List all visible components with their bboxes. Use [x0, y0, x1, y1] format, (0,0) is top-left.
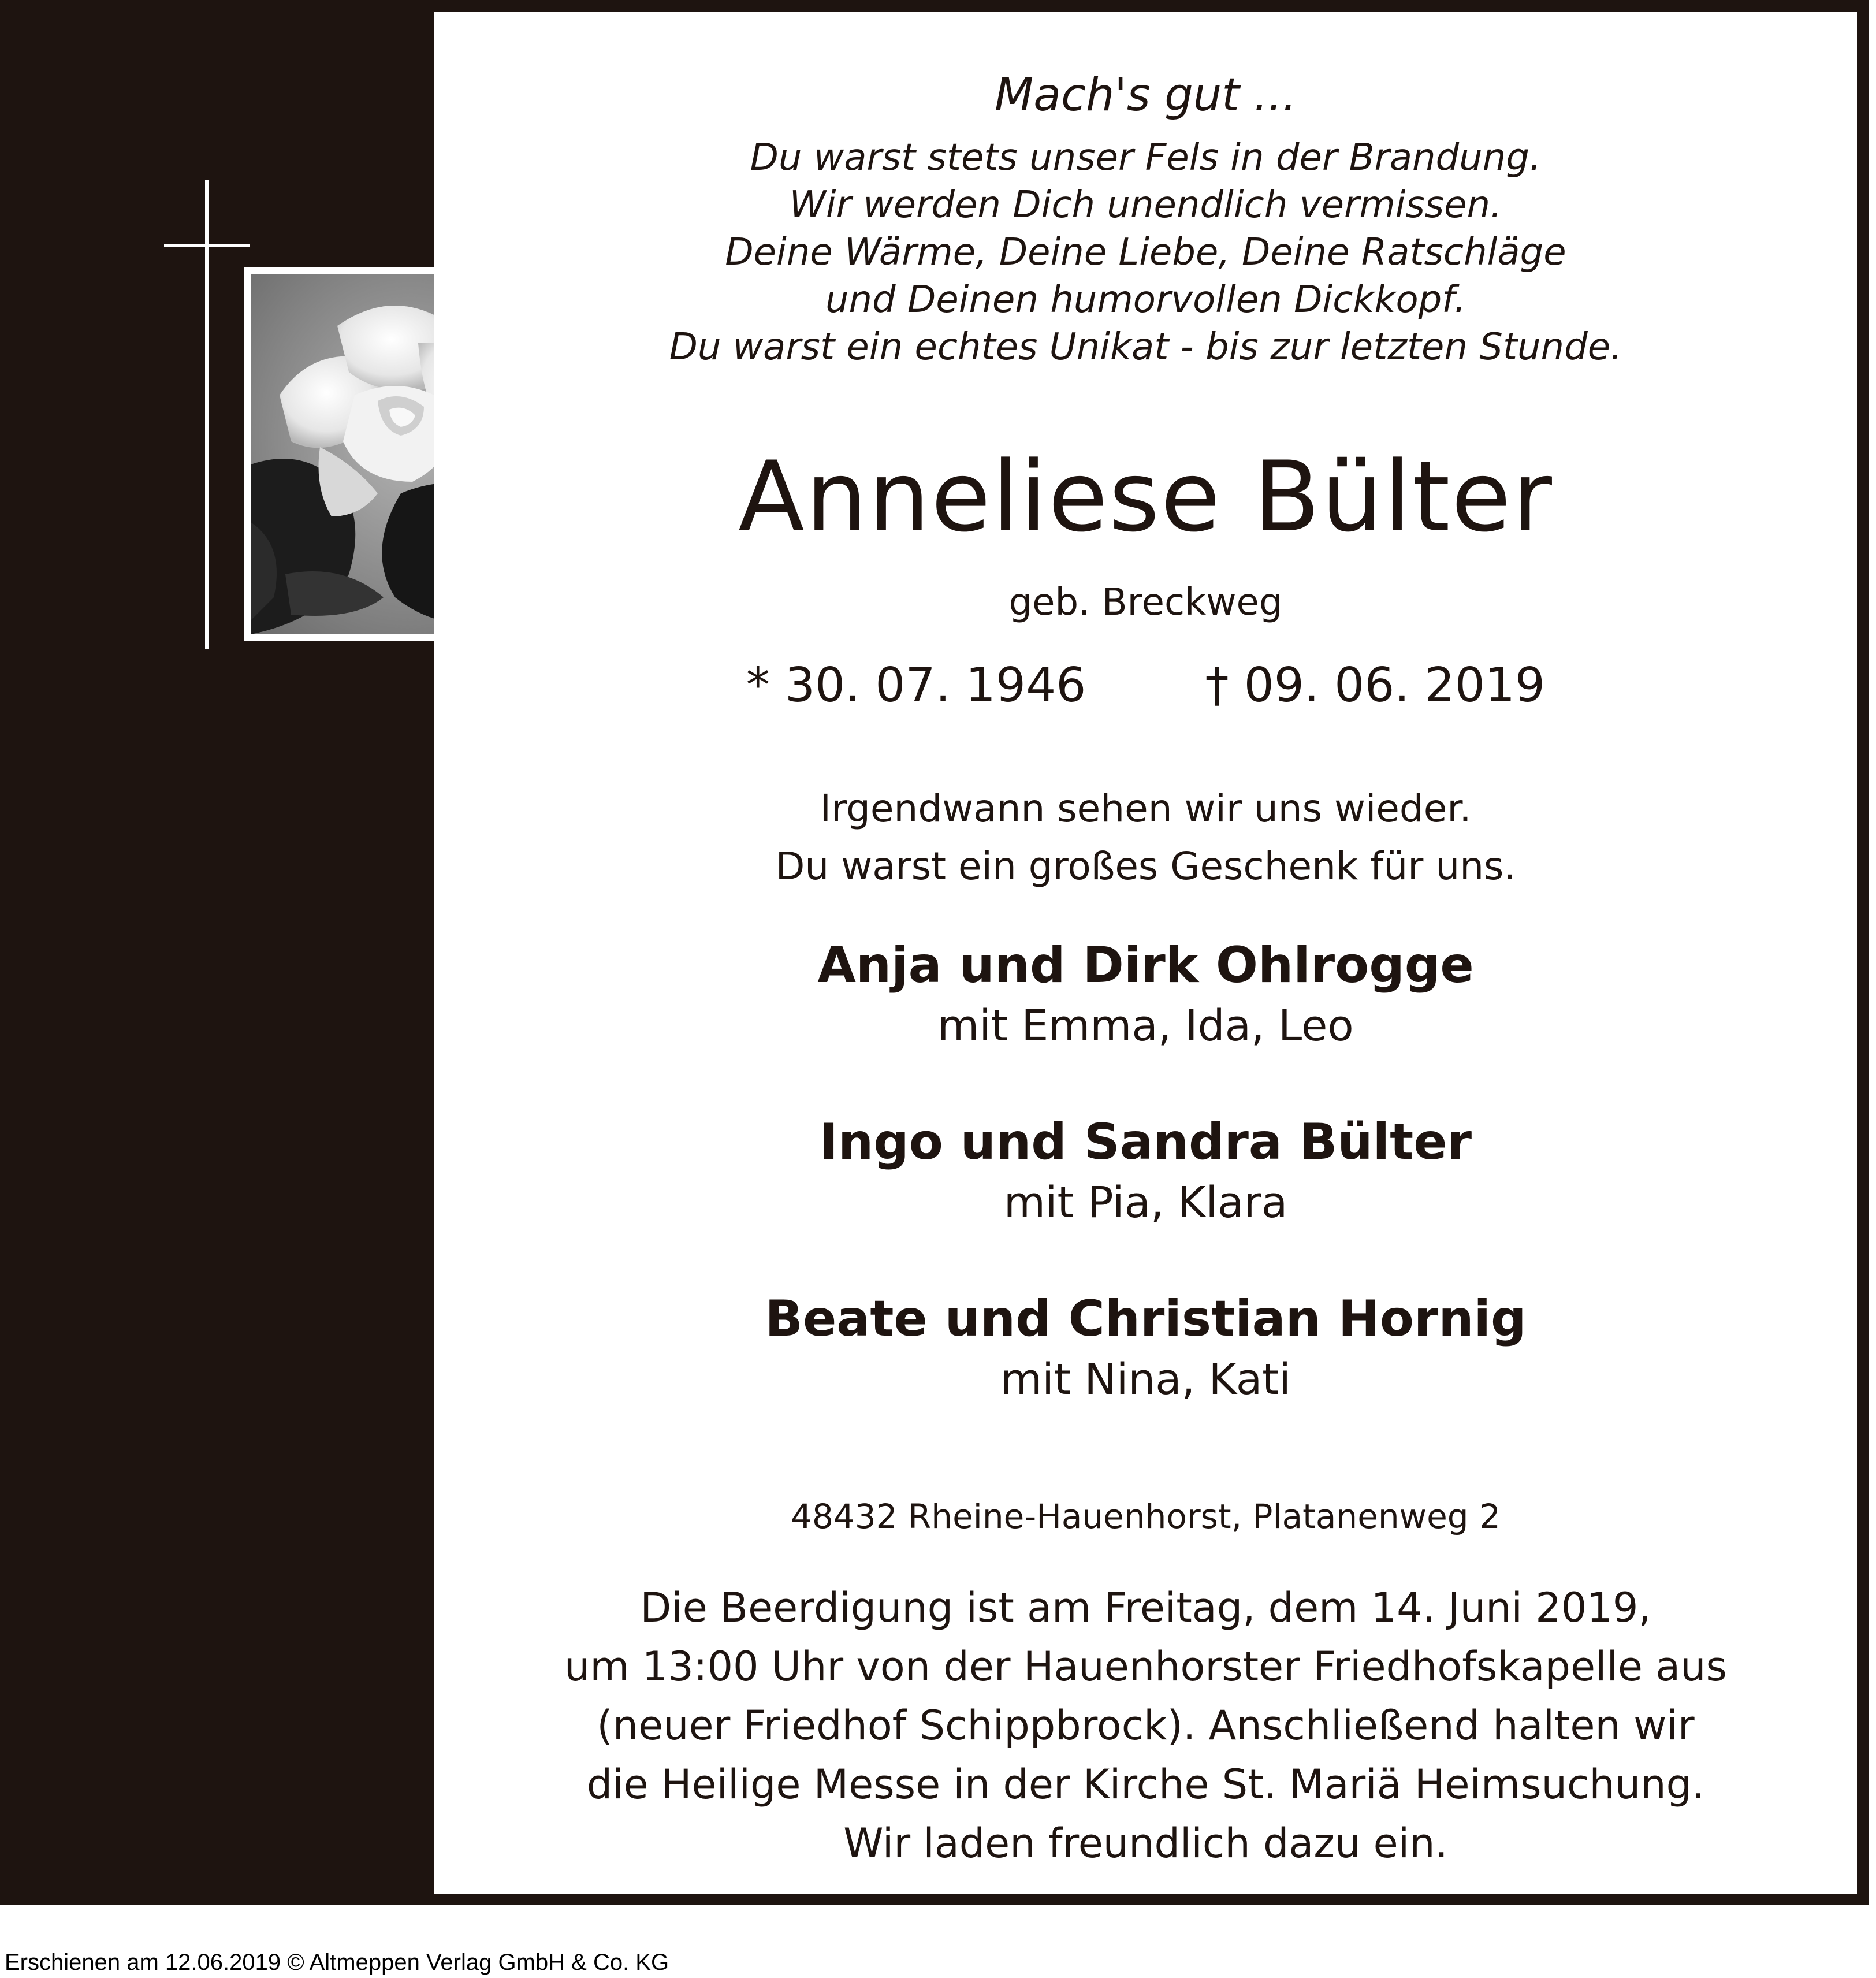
funeral-line: (neuer Friedhof Schippbrock). Anschließend halten wir — [597, 1702, 1695, 1749]
family-name: Beate und Christian Hornig — [765, 1290, 1527, 1348]
deceased-name: Anneliese Bülter — [738, 440, 1553, 553]
cross-icon — [205, 180, 209, 649]
motto-line: Du warst stets unser Fels in der Brandung. — [750, 136, 1542, 179]
birth-date: * 30. 07. 1946 — [746, 658, 1086, 713]
family-children: mit Emma, Ida, Leo — [937, 1001, 1354, 1051]
saying-line: Du warst ein großes Geschenk für uns. — [775, 844, 1516, 888]
motto-line: Du warst ein echtes Unikat - bis zur letzten Stunde. — [669, 326, 1622, 369]
funeral-line: die Heilige Messe in der Kirche St. Mariä Heimsuchung. — [586, 1761, 1705, 1808]
saying — [434, 780, 1857, 895]
funeral-line: Wir laden freundlich dazu ein. — [843, 1820, 1448, 1867]
life-dates — [434, 654, 1857, 717]
motto-line: und Deinen humorvollen Dickkopf. — [825, 278, 1466, 321]
family-group — [434, 1110, 1857, 1232]
saying-line: Irgendwann sehen wir uns wieder. — [820, 786, 1472, 831]
motto-line: Wir werden Dich unendlich vermissen. — [789, 184, 1502, 226]
motto-title: Mach's gut ... — [995, 69, 1297, 121]
funeral-line: Die Beerdigung ist am Freitag, dem 14. Juni 2019, — [640, 1584, 1651, 1631]
family-children: mit Nina, Kati — [1000, 1355, 1291, 1404]
funeral-info — [434, 1578, 1857, 1873]
family-group — [434, 1287, 1857, 1408]
publication-footer: Erschienen am 12.06.2019 © Altmeppen Verlag GmbH & Co. KG — [5, 1950, 669, 1975]
death-date: † 09. 06. 2019 — [1205, 658, 1546, 713]
motto-line: Deine Wärme, Deine Liebe, Deine Ratschläge — [725, 231, 1566, 274]
family-children: mit Pia, Klara — [1003, 1178, 1288, 1228]
funeral-line: um 13:00 Uhr von der Hauenhorster Friedhofskapelle aus — [564, 1643, 1727, 1690]
address: 48432 Rheine-Hauenhorst, Platanenweg 2 — [791, 1497, 1501, 1536]
cross-icon-bar — [164, 244, 250, 247]
birth-name: geb. Breckweg — [1008, 581, 1283, 624]
text-panel — [434, 12, 1857, 1894]
family-name: Anja und Dirk Ohlrogge — [817, 936, 1474, 994]
family-group — [434, 934, 1857, 1055]
motto-verse — [434, 134, 1857, 371]
family-name: Ingo und Sandra Bülter — [819, 1113, 1472, 1171]
